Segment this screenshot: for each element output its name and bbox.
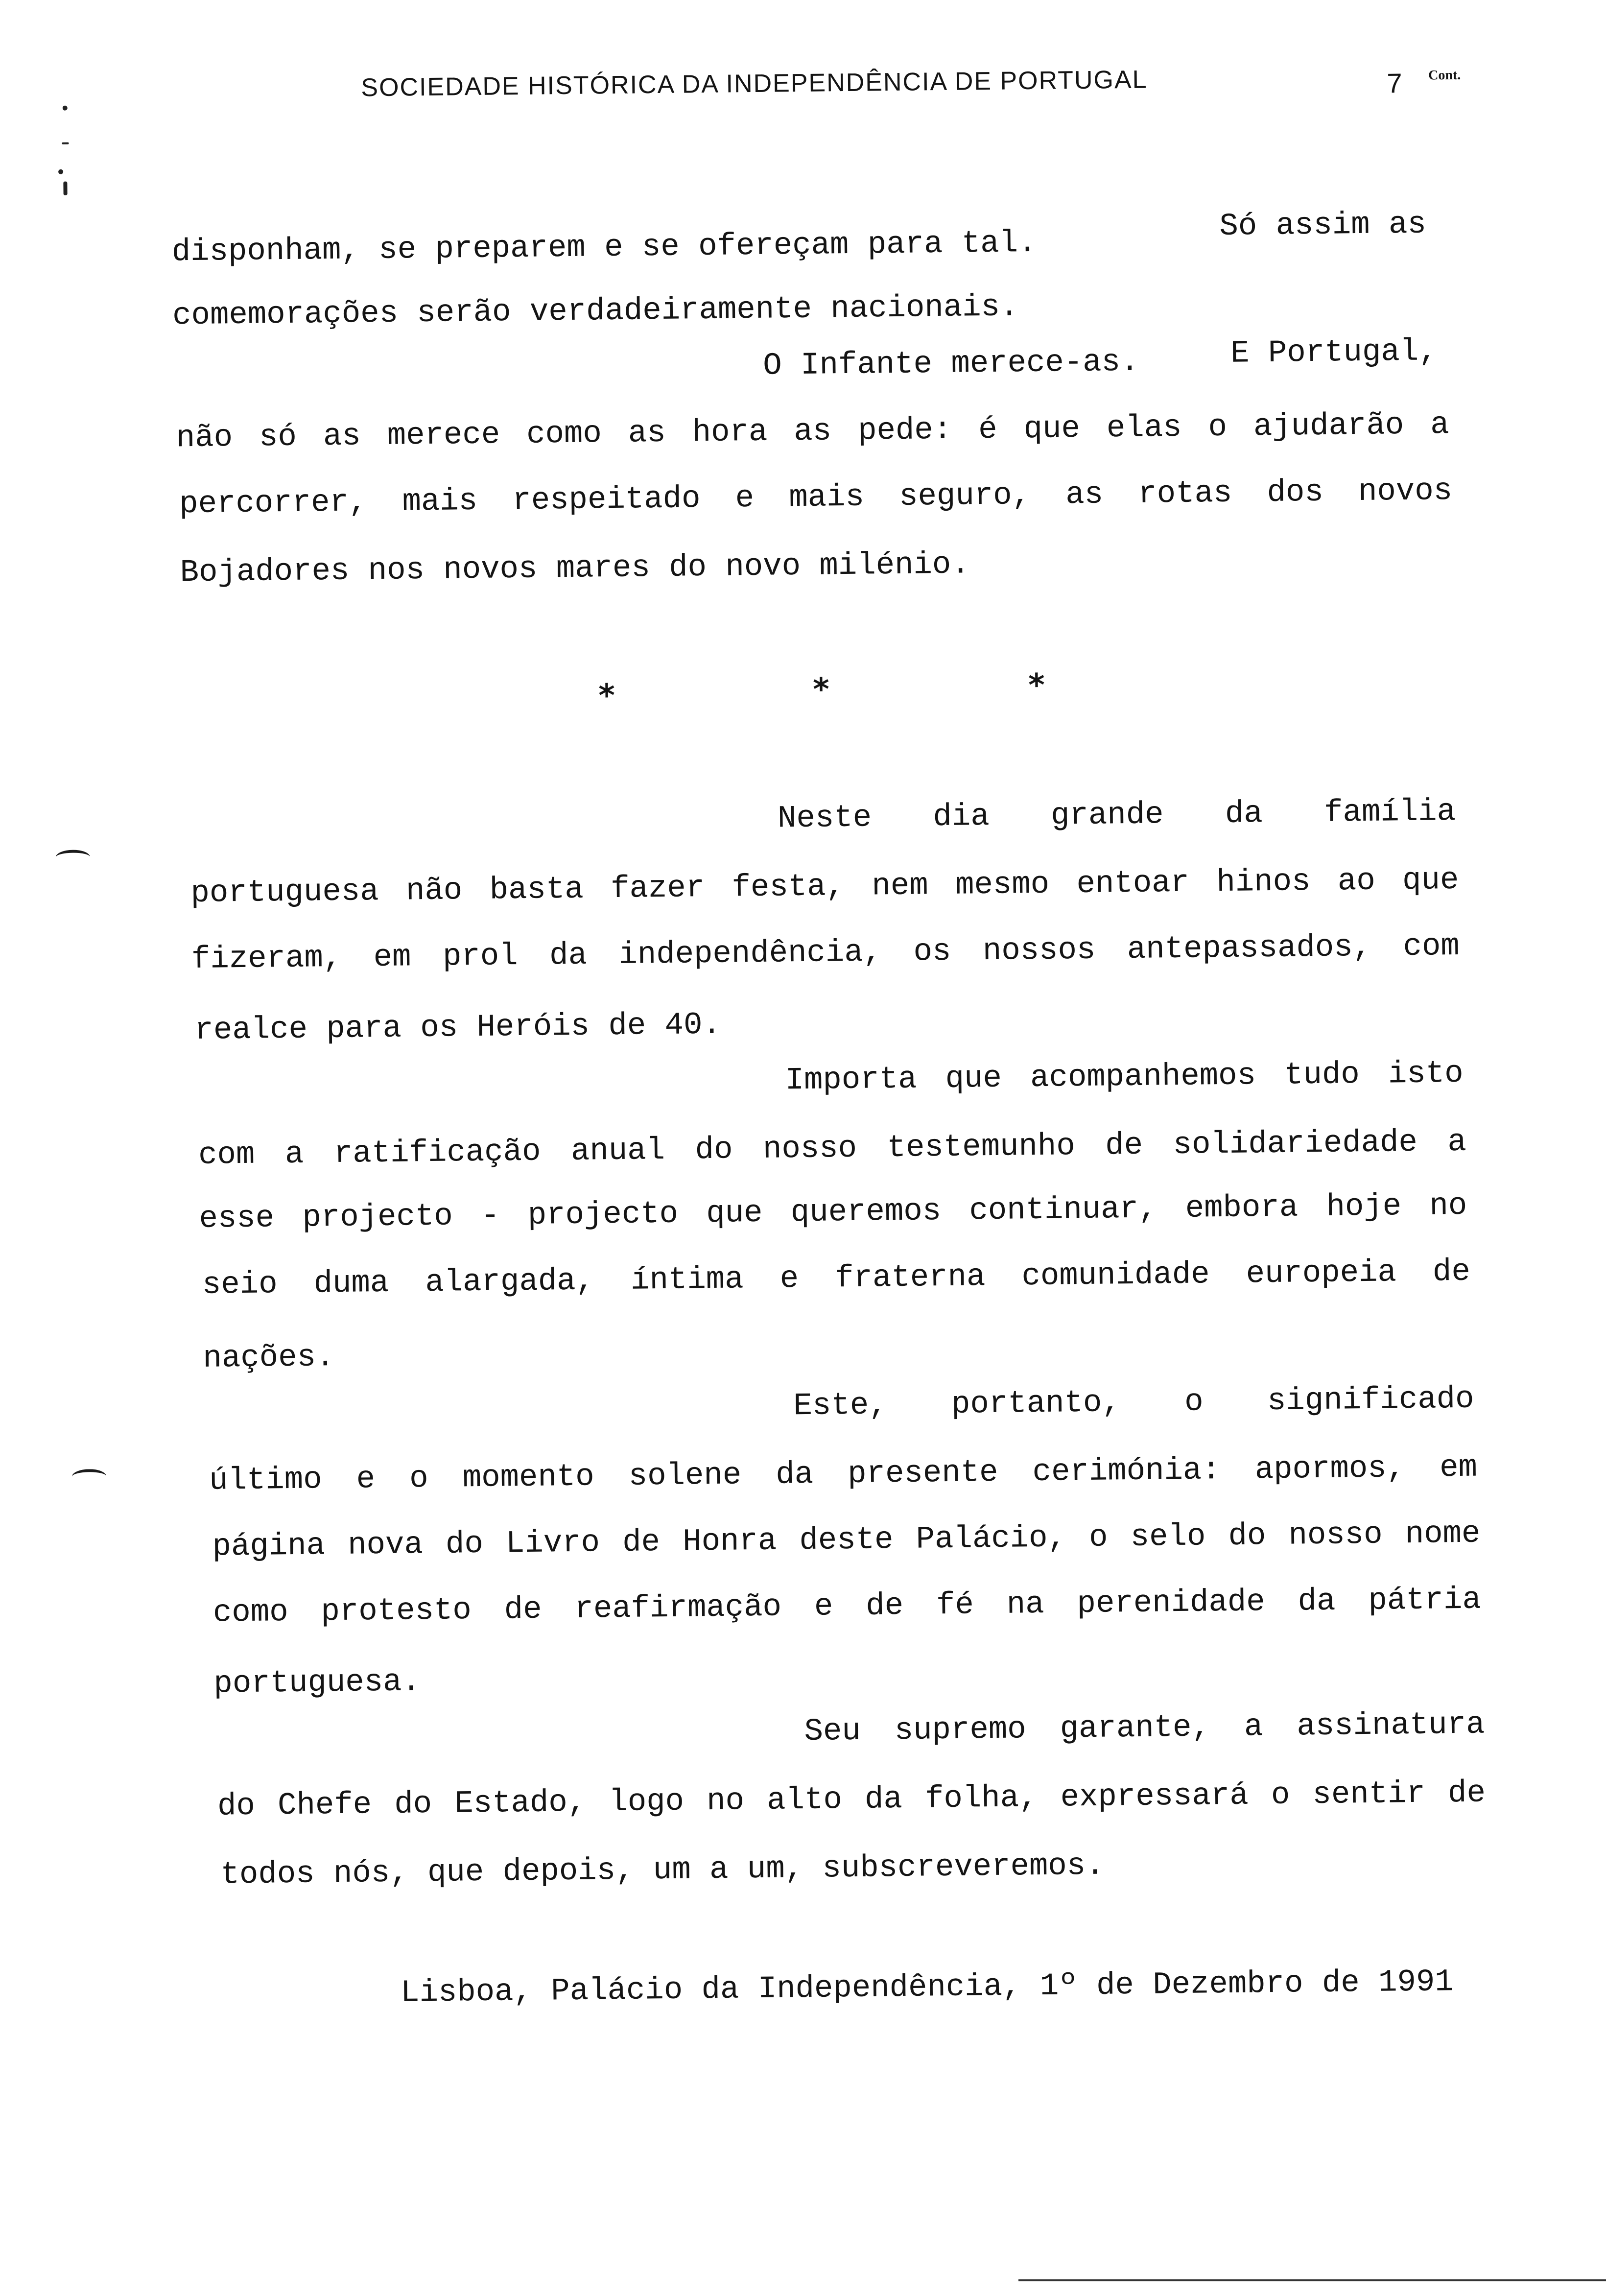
body-word: que <box>706 1195 763 1232</box>
body-line <box>209 1452 1478 1497</box>
body-word: projecto <box>302 1199 453 1236</box>
body-word: que <box>945 1061 1002 1097</box>
place-and-date: Lisboa, Palácio da Independência, 1º de Dezembro de 1991 <box>400 1965 1454 2011</box>
body-word: - <box>480 1198 500 1234</box>
body-word: em <box>1439 1450 1478 1486</box>
body-word: do <box>445 1526 484 1562</box>
body-word: entoar <box>1076 865 1190 902</box>
body-word: Seu <box>804 1713 861 1750</box>
body-word: no <box>706 1783 745 1820</box>
body-line: Bojadores nos novos mares do novo milénio. <box>180 547 970 591</box>
body-line <box>217 1777 1486 1822</box>
body-word: queremos <box>790 1194 942 1231</box>
body-word: as <box>323 419 361 455</box>
body-word: fizeram, <box>191 940 342 978</box>
page-number: 7 <box>1387 68 1402 99</box>
body-word: do <box>1228 1518 1266 1554</box>
body-word: supremo <box>894 1712 1027 1749</box>
body-word: cerimónia: <box>1032 1453 1221 1491</box>
margin-dot <box>63 106 68 111</box>
body-word: hoje <box>1326 1189 1402 1225</box>
body-word: elas <box>1106 410 1182 447</box>
body-word: anual <box>570 1133 665 1169</box>
body-line <box>190 862 1459 912</box>
body-word: respeitado <box>512 481 701 519</box>
body-word: íntima <box>630 1262 744 1299</box>
body-word: assinatura <box>1297 1707 1485 1745</box>
body-line: realce para os Heróis de 40. <box>194 1007 722 1048</box>
body-word: Chefe <box>277 1787 372 1824</box>
body-line: nações. <box>203 1340 335 1376</box>
body-word: hora <box>692 414 768 451</box>
body-word: Estado, <box>454 1785 587 1822</box>
body-word: com <box>1403 928 1460 965</box>
body-word: continuar, <box>969 1191 1157 1229</box>
body-word: a <box>284 1136 304 1173</box>
body-word: reafirmação <box>574 1589 782 1627</box>
body-line: comemorações serão verdadeiramente nacionais. <box>172 289 1019 334</box>
body-line: O Infante merece-as. <box>762 344 1139 384</box>
body-word: fraterna <box>834 1259 986 1297</box>
body-word: novos <box>1358 473 1453 510</box>
body-word: as <box>1065 477 1104 513</box>
punch-hole-mark <box>72 1469 106 1484</box>
body-word: de <box>865 1588 904 1624</box>
body-word: portanto, <box>951 1385 1121 1422</box>
body-word: alto <box>766 1782 843 1819</box>
body-word: nome <box>1405 1516 1481 1553</box>
divider-star: * <box>1028 667 1045 704</box>
body-word: de <box>504 1592 542 1628</box>
body-line <box>191 928 1460 978</box>
body-word: na <box>1006 1586 1045 1623</box>
body-word: antepassados, <box>1127 929 1372 968</box>
body-word: do <box>394 1787 432 1823</box>
body-word: basta <box>489 872 584 908</box>
section-divider <box>0 667 1602 723</box>
body-word: o <box>1184 1384 1204 1420</box>
body-word: fazer <box>610 871 705 907</box>
body-word: nosso <box>762 1131 857 1167</box>
body-word: portuguesa <box>190 874 379 912</box>
body-word: nossos <box>982 932 1096 970</box>
body-line: E Portugal, <box>1230 334 1438 372</box>
body-word: merece <box>387 417 500 454</box>
body-line <box>213 1582 1482 1631</box>
body-word: logo <box>609 1784 685 1821</box>
body-line <box>793 1381 1474 1424</box>
body-word: comunidade <box>1021 1257 1210 1295</box>
body-word: ao <box>1337 863 1376 899</box>
punch-hole-mark <box>56 850 90 865</box>
body-word: embora <box>1185 1190 1299 1227</box>
body-word: da <box>1225 796 1263 832</box>
body-line <box>804 1709 1485 1748</box>
body-word: não <box>176 420 233 456</box>
body-word: da <box>1298 1584 1336 1620</box>
page-continued-note: Cont. <box>1428 67 1461 83</box>
body-word: e <box>779 1261 799 1297</box>
body-word: dos <box>1267 474 1324 511</box>
body-word: Honra <box>682 1523 777 1560</box>
body-line <box>179 475 1453 520</box>
body-word: ajudarão <box>1253 408 1404 445</box>
body-word: de <box>622 1525 661 1561</box>
body-word: festa, <box>732 869 845 906</box>
body-word: a <box>1244 1709 1263 1745</box>
body-word: como <box>213 1595 288 1631</box>
body-word: o <box>1088 1520 1108 1556</box>
body-word: Importa <box>785 1062 917 1099</box>
body-word: protesto <box>321 1593 472 1630</box>
body-line <box>199 1190 1467 1235</box>
body-word: não <box>405 873 463 909</box>
body-line <box>212 1518 1481 1563</box>
body-word: último <box>209 1462 322 1499</box>
body-word: nem <box>872 868 929 904</box>
body-word: da <box>775 1457 814 1493</box>
body-word: que <box>1402 862 1459 899</box>
body-word: alargada, <box>425 1263 595 1301</box>
body-word: como <box>526 416 602 452</box>
body-line: Só assim as <box>1219 207 1427 244</box>
body-word: da <box>864 1781 903 1818</box>
body-word: presente <box>847 1455 998 1492</box>
body-word: e <box>735 480 755 517</box>
body-word: perenidade <box>1077 1585 1266 1622</box>
body-word: fé <box>936 1587 974 1624</box>
body-word: com <box>198 1137 255 1173</box>
body-word: a <box>1447 1124 1467 1160</box>
body-word: expressará <box>1060 1778 1249 1816</box>
body-word: pátria <box>1368 1582 1482 1619</box>
body-word: da <box>549 938 588 974</box>
body-word: prol <box>442 939 519 975</box>
body-word: de <box>1447 1775 1486 1812</box>
body-word: europeia <box>1246 1255 1397 1292</box>
body-line <box>202 1256 1471 1301</box>
body-word: isto <box>1388 1056 1464 1092</box>
body-word: Este, <box>793 1388 888 1424</box>
body-word: em <box>373 940 411 976</box>
body-word: nosso <box>1288 1517 1383 1554</box>
body-word: o <box>409 1461 429 1497</box>
body-word: solidariedade <box>1173 1125 1418 1163</box>
body-word: pede: <box>857 412 952 449</box>
body-word: Neste <box>777 800 872 837</box>
body-word: momento <box>462 1459 594 1496</box>
body-line: portuguesa. <box>213 1664 421 1702</box>
letterhead-title: SOCIEDADE HISTÓRICA DA INDEPENDÊNCIA DE PORTUGAL <box>361 65 1148 102</box>
body-word: significado <box>1267 1381 1474 1420</box>
body-word: o <box>1208 409 1228 446</box>
body-word: grande <box>1050 797 1164 834</box>
body-word: dia <box>933 799 990 835</box>
body-word: tudo <box>1284 1057 1360 1093</box>
body-word: nova <box>347 1527 424 1563</box>
body-word: rotas <box>1137 475 1232 512</box>
body-word: seguro, <box>898 478 1031 515</box>
body-word: e <box>814 1589 833 1625</box>
body-word: a <box>1430 407 1450 443</box>
body-word: de <box>1105 1128 1143 1164</box>
body-word: acompanhemos <box>1030 1058 1256 1096</box>
body-word: as <box>793 414 832 450</box>
body-word: é <box>978 412 998 448</box>
body-word: mesmo <box>955 867 1050 903</box>
body-word: e <box>356 1462 376 1497</box>
body-word: solene <box>628 1458 742 1494</box>
body-word: de <box>1432 1254 1471 1290</box>
body-line <box>777 794 1456 837</box>
margin-dot <box>58 169 63 174</box>
body-word: sentir <box>1312 1776 1426 1813</box>
body-word: que <box>1023 411 1081 448</box>
margin-dot <box>63 182 67 195</box>
body-word: esse <box>199 1201 275 1237</box>
divider-star: * <box>812 671 830 708</box>
body-word: do <box>695 1132 733 1168</box>
body-word: independência, <box>618 935 882 973</box>
body-word: garante, <box>1060 1710 1211 1747</box>
body-word: no <box>1429 1188 1467 1224</box>
body-word: percorrer, <box>179 485 368 522</box>
body-word: projecto <box>527 1196 679 1233</box>
body-word: testemunho <box>887 1129 1076 1166</box>
margin-dot <box>62 142 69 144</box>
body-word: duma <box>313 1265 389 1302</box>
body-line <box>176 409 1450 454</box>
body-word: só <box>259 419 297 455</box>
body-word: família <box>1323 794 1456 831</box>
body-line: disponham, se preparem e se ofereçam para tal. <box>171 225 1037 270</box>
body-word: hinos <box>1216 864 1311 901</box>
divider-star: * <box>598 677 615 714</box>
body-word: selo <box>1130 1519 1206 1556</box>
body-line <box>198 1124 1467 1173</box>
body-word: ratificação <box>333 1134 541 1172</box>
body-word: o <box>1271 1777 1290 1814</box>
body-word: mais <box>402 483 478 520</box>
body-word: as <box>628 415 666 451</box>
body-word: folha, <box>924 1780 1038 1817</box>
body-word: do <box>217 1788 256 1824</box>
body-line <box>785 1058 1464 1097</box>
body-word: seio <box>202 1267 278 1303</box>
body-word: apormos, <box>1254 1451 1406 1488</box>
bottom-edge-line <box>1018 2279 1606 2281</box>
body-word: mais <box>788 479 865 516</box>
body-word: Palácio, <box>916 1520 1067 1558</box>
body-word: página <box>212 1528 326 1565</box>
body-word: Livro <box>505 1525 600 1562</box>
body-word: deste <box>799 1522 894 1559</box>
body-line: todos nós, que depois, um a um, subscreveremos. <box>220 1848 1105 1893</box>
body-word: os <box>913 934 951 970</box>
